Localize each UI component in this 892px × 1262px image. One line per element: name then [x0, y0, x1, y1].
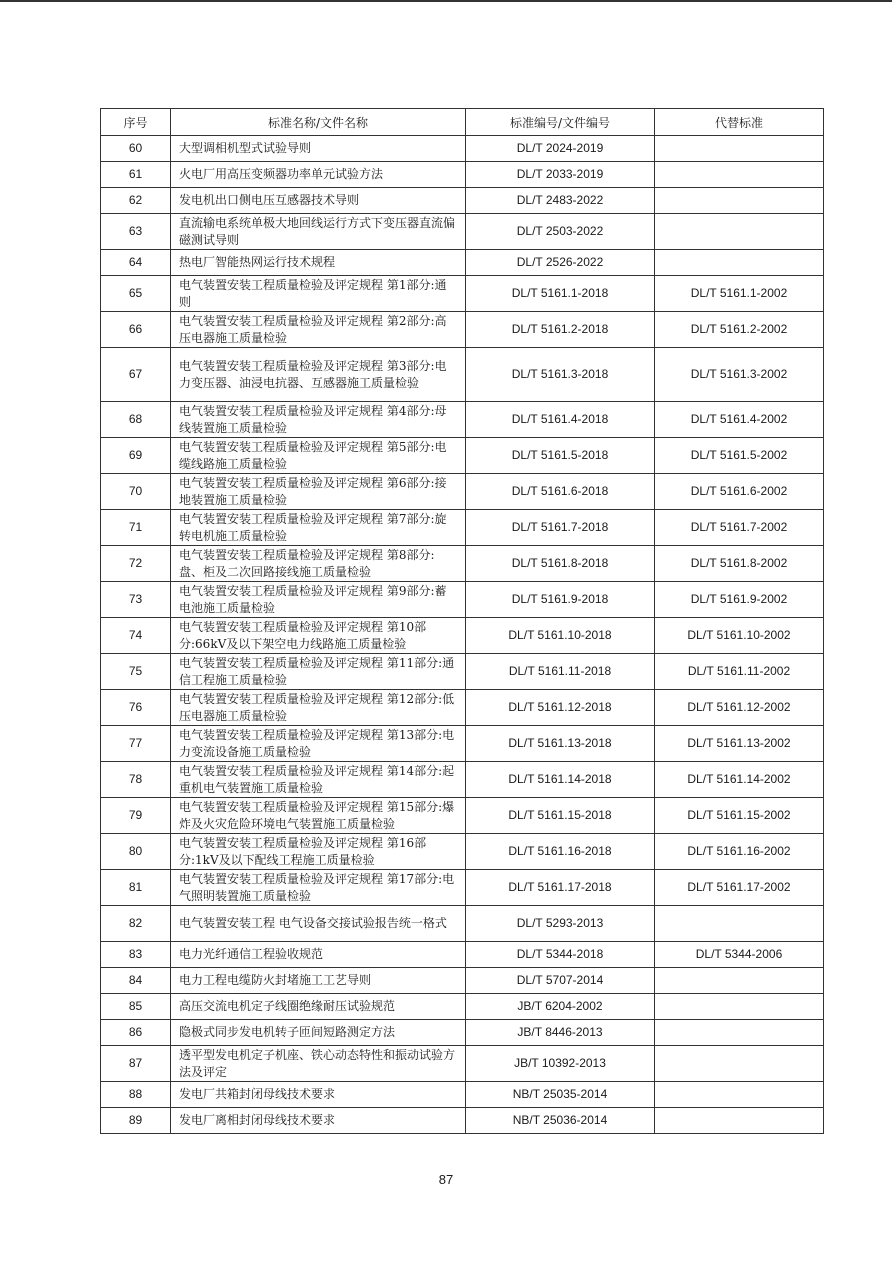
- row-serial-no: 64: [101, 250, 171, 276]
- row-standard-code: DL/T 5161.2-2018: [466, 312, 655, 348]
- row-standard-name: 电气装置安装工程质量检验及评定规程 第17部分:电气照明装置施工质量检验: [171, 870, 466, 906]
- table-row: [101, 1020, 824, 1046]
- row-serial-no: 72: [101, 546, 171, 582]
- row-standard-code: DL/T 5161.6-2018: [466, 474, 655, 510]
- table-row: [101, 618, 824, 654]
- table-row: [101, 726, 824, 762]
- row-replaced-standard: [655, 136, 824, 162]
- row-serial-no: 88: [101, 1082, 171, 1108]
- row-replaced-standard: DL/T 5161.5-2002: [655, 438, 824, 474]
- row-standard-code: DL/T 2033-2019: [466, 162, 655, 188]
- row-standard-code: DL/T 5161.1-2018: [466, 276, 655, 312]
- row-replaced-standard: DL/T 5161.14-2002: [655, 762, 824, 798]
- row-serial-no: 75: [101, 654, 171, 690]
- row-serial-no: 68: [101, 402, 171, 438]
- table-row: [101, 762, 824, 798]
- row-standard-name: 发电厂离相封闭母线技术要求: [171, 1108, 466, 1134]
- header-standard-name: 标准名称/文件名称: [171, 109, 466, 136]
- row-standard-name: 发电厂共箱封闭母线技术要求: [171, 1082, 466, 1108]
- row-replaced-standard: DL/T 5161.16-2002: [655, 834, 824, 870]
- row-serial-no: 61: [101, 162, 171, 188]
- row-standard-name: 透平型发电机定子机座、铁心动态特性和振动试验方法及评定: [171, 1046, 466, 1082]
- row-serial-no: 85: [101, 994, 171, 1020]
- row-serial-no: 73: [101, 582, 171, 618]
- row-standard-code: DL/T 5161.15-2018: [466, 798, 655, 834]
- table-row: [101, 1046, 824, 1082]
- row-replaced-standard: DL/T 5161.12-2002: [655, 690, 824, 726]
- page-number: 87: [438, 1172, 454, 1187]
- row-standard-code: NB/T 25036-2014: [466, 1108, 655, 1134]
- row-replaced-standard: DL/T 5161.2-2002: [655, 312, 824, 348]
- table-row: [101, 1108, 824, 1134]
- row-standard-name: 电气装置安装工程质量检验及评定规程 第12部分:低压电器施工质量检验: [171, 690, 466, 726]
- row-replaced-standard: [655, 906, 824, 942]
- row-standard-name: 电气装置安装工程质量检验及评定规程 第14部分:起重机电气装置施工质量检验: [171, 762, 466, 798]
- row-replaced-standard: [655, 1108, 824, 1134]
- row-replaced-standard: DL/T 5161.6-2002: [655, 474, 824, 510]
- header-standard-code: 标准编号/文件编号: [466, 109, 655, 136]
- row-standard-name: 电气装置安装工程质量检验及评定规程 第4部分:母线装置施工质量检验: [171, 402, 466, 438]
- table-row: [101, 942, 824, 968]
- row-replaced-standard: DL/T 5161.10-2002: [655, 618, 824, 654]
- row-standard-name: 电力光纤通信工程验收规范: [171, 942, 466, 968]
- row-serial-no: 78: [101, 762, 171, 798]
- row-serial-no: 65: [101, 276, 171, 312]
- row-standard-name: 大型调相机型式试验导则: [171, 136, 466, 162]
- row-standard-code: DL/T 5161.16-2018: [466, 834, 655, 870]
- table-row: [101, 546, 824, 582]
- row-serial-no: 84: [101, 968, 171, 994]
- row-serial-no: 62: [101, 188, 171, 214]
- table-row: [101, 250, 824, 276]
- row-serial-no: 69: [101, 438, 171, 474]
- row-replaced-standard: DL/T 5161.9-2002: [655, 582, 824, 618]
- table-row: [101, 510, 824, 546]
- row-standard-code: DL/T 5161.4-2018: [466, 402, 655, 438]
- table-row: [101, 654, 824, 690]
- row-standard-name: 电气装置安装工程 电气设备交接试验报告统一格式: [171, 906, 466, 942]
- row-standard-name: 电气装置安装工程质量检验及评定规程 第5部分:电缆线路施工质量检验: [171, 438, 466, 474]
- row-replaced-standard: DL/T 5161.3-2002: [655, 348, 824, 402]
- row-standard-code: DL/T 5161.5-2018: [466, 438, 655, 474]
- row-standard-code: NB/T 25035-2014: [466, 1082, 655, 1108]
- row-serial-no: 82: [101, 906, 171, 942]
- row-replaced-standard: DL/T 5161.13-2002: [655, 726, 824, 762]
- row-standard-code: DL/T 5161.9-2018: [466, 582, 655, 618]
- table-row: [101, 188, 824, 214]
- row-replaced-standard: [655, 1082, 824, 1108]
- row-replaced-standard: [655, 250, 824, 276]
- table-row: [101, 214, 824, 250]
- row-serial-no: 66: [101, 312, 171, 348]
- row-serial-no: 86: [101, 1020, 171, 1046]
- row-serial-no: 87: [101, 1046, 171, 1082]
- table-row: [101, 994, 824, 1020]
- row-standard-name: 电气装置安装工程质量检验及评定规程 第15部分:爆炸及火灾危险环境电气装置施工质量检验: [171, 798, 466, 834]
- row-standard-code: DL/T 5707-2014: [466, 968, 655, 994]
- row-standard-code: DL/T 5161.10-2018: [466, 618, 655, 654]
- table-header-row: [101, 109, 824, 136]
- row-replaced-standard: DL/T 5161.4-2002: [655, 402, 824, 438]
- row-standard-code: DL/T 2526-2022: [466, 250, 655, 276]
- row-standard-code: DL/T 5161.12-2018: [466, 690, 655, 726]
- row-serial-no: 89: [101, 1108, 171, 1134]
- row-standard-code: DL/T 5293-2013: [466, 906, 655, 942]
- row-standard-code: JB/T 8446-2013: [466, 1020, 655, 1046]
- row-replaced-standard: DL/T 5161.15-2002: [655, 798, 824, 834]
- row-replaced-standard: [655, 188, 824, 214]
- row-replaced-standard: [655, 162, 824, 188]
- row-standard-name: 电气装置安装工程质量检验及评定规程 第11部分:通信工程施工质量检验: [171, 654, 466, 690]
- row-standard-code: JB/T 10392-2013: [466, 1046, 655, 1082]
- table-row: [101, 582, 824, 618]
- row-standard-code: DL/T 5161.3-2018: [466, 348, 655, 402]
- row-standard-name: 电气装置安装工程质量检验及评定规程 第7部分:旋转电机施工质量检验: [171, 510, 466, 546]
- row-standard-name: 电气装置安装工程质量检验及评定规程 第13部分:电力变流设备施工质量检验: [171, 726, 466, 762]
- table-row: [101, 474, 824, 510]
- row-standard-name: 隐极式同步发电机转子匝间短路测定方法: [171, 1020, 466, 1046]
- row-standard-code: DL/T 5161.17-2018: [466, 870, 655, 906]
- table-row: [101, 348, 824, 402]
- row-replaced-standard: [655, 994, 824, 1020]
- table-row: [101, 136, 824, 162]
- row-replaced-standard: DL/T 5161.8-2002: [655, 546, 824, 582]
- row-standard-code: DL/T 5161.13-2018: [466, 726, 655, 762]
- table-row: [101, 690, 824, 726]
- row-replaced-standard: [655, 1046, 824, 1082]
- row-standard-name: 电气装置安装工程质量检验及评定规程 第8部分:盘、柜及二次回路接线施工质量检验: [171, 546, 466, 582]
- table-row: [101, 906, 824, 942]
- row-replaced-standard: [655, 968, 824, 994]
- header-replaced-standard: 代替标准: [655, 109, 824, 136]
- standards-table: [100, 108, 824, 1134]
- row-serial-no: 76: [101, 690, 171, 726]
- table-row: [101, 834, 824, 870]
- row-standard-code: DL/T 2483-2022: [466, 188, 655, 214]
- table-row: [101, 1082, 824, 1108]
- row-serial-no: 80: [101, 834, 171, 870]
- row-serial-no: 70: [101, 474, 171, 510]
- table-body: [101, 136, 824, 1134]
- row-serial-no: 60: [101, 136, 171, 162]
- table-row: [101, 438, 824, 474]
- row-standard-name: 电气装置安装工程质量检验及评定规程 第16部分:1kV及以下配线工程施工质量检验: [171, 834, 466, 870]
- row-standard-name: 火电厂用高压变频器功率单元试验方法: [171, 162, 466, 188]
- row-standard-name: 高压交流电机定子线圈绝缘耐压试验规范: [171, 994, 466, 1020]
- row-standard-name: 电气装置安装工程质量检验及评定规程 第3部分:电力变压器、油浸电抗器、互感器施工质量检验: [171, 348, 466, 402]
- row-standard-name: 热电厂智能热网运行技术规程: [171, 250, 466, 276]
- row-standard-name: 电力工程电缆防火封堵施工工艺导则: [171, 968, 466, 994]
- row-replaced-standard: [655, 214, 824, 250]
- row-standard-code: DL/T 5161.8-2018: [466, 546, 655, 582]
- row-replaced-standard: DL/T 5161.7-2002: [655, 510, 824, 546]
- row-standard-code: DL/T 5344-2018: [466, 942, 655, 968]
- table-row: [101, 276, 824, 312]
- row-standard-code: DL/T 5161.11-2018: [466, 654, 655, 690]
- row-standard-name: 电气装置安装工程质量检验及评定规程 第10部分:66kV及以下架空电力线路施工质量检验: [171, 618, 466, 654]
- row-replaced-standard: DL/T 5161.11-2002: [655, 654, 824, 690]
- row-standard-name: 电气装置安装工程质量检验及评定规程 第2部分:高压电器施工质量检验: [171, 312, 466, 348]
- row-standard-code: JB/T 6204-2002: [466, 994, 655, 1020]
- table-row: [101, 968, 824, 994]
- row-standard-name: 电气装置安装工程质量检验及评定规程 第9部分:蓄电池施工质量检验: [171, 582, 466, 618]
- row-replaced-standard: DL/T 5161.1-2002: [655, 276, 824, 312]
- table-row: [101, 402, 824, 438]
- row-serial-no: 74: [101, 618, 171, 654]
- row-serial-no: 79: [101, 798, 171, 834]
- row-serial-no: 83: [101, 942, 171, 968]
- row-serial-no: 67: [101, 348, 171, 402]
- row-replaced-standard: [655, 1020, 824, 1046]
- table-row: [101, 798, 824, 834]
- row-standard-name: 电气装置安装工程质量检验及评定规程 第1部分:通则: [171, 276, 466, 312]
- row-serial-no: 63: [101, 214, 171, 250]
- row-serial-no: 71: [101, 510, 171, 546]
- row-serial-no: 81: [101, 870, 171, 906]
- row-standard-code: DL/T 2503-2022: [466, 214, 655, 250]
- row-replaced-standard: DL/T 5344-2006: [655, 942, 824, 968]
- row-standard-name: 发电机出口侧电压互感器技术导则: [171, 188, 466, 214]
- row-standard-code: DL/T 5161.14-2018: [466, 762, 655, 798]
- row-serial-no: 77: [101, 726, 171, 762]
- row-replaced-standard: DL/T 5161.17-2002: [655, 870, 824, 906]
- row-standard-code: DL/T 2024-2019: [466, 136, 655, 162]
- table-row: [101, 162, 824, 188]
- row-standard-name: 直流输电系统单极大地回线运行方式下变压器直流偏磁测试导则: [171, 214, 466, 250]
- row-standard-code: DL/T 5161.7-2018: [466, 510, 655, 546]
- table-row: [101, 870, 824, 906]
- header-serial-no: 序号: [101, 109, 171, 136]
- table-row: [101, 312, 824, 348]
- row-standard-name: 电气装置安装工程质量检验及评定规程 第6部分:接地装置施工质量检验: [171, 474, 466, 510]
- page-top-border: [0, 0, 892, 2]
